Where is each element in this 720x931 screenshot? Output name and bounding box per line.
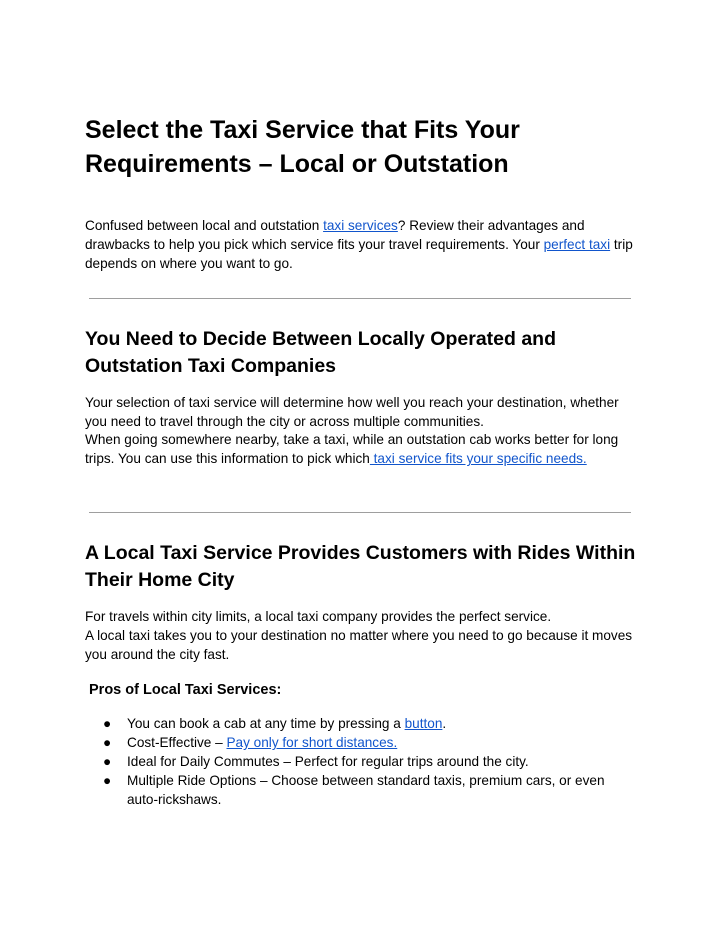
pros-item-text: Multiple Ride Options – Choose between standard taxis, premium cars, or even auto-rickshaws. [127, 773, 605, 807]
intro-text-before: Confused between local and outstation [85, 218, 324, 233]
bullet-icon: ● [103, 735, 112, 750]
page-title: Select the Taxi Service that Fits Your Requirements – Local or Outstation [85, 116, 520, 178]
section2-paragraph-1: For travels within city limits, a local taxi company provides the perfect service. [85, 609, 552, 624]
intro-paragraph [85, 216, 635, 273]
list-item [85, 771, 635, 809]
section2-heading: A Local Taxi Service Provides Customers with Rides Within Their Home City [85, 542, 636, 591]
list-item [85, 752, 635, 771]
taxi-services-link[interactable]: taxi services [323, 218, 398, 233]
section1-p2-text: When going somewhere nearby, take a taxi, while an outstation cab works better for long trips. You can use this information to pick which [85, 432, 619, 466]
pros-item-text: Ideal for Daily Commutes – Perfect for regular trips around the city. [127, 754, 529, 769]
pros-item-after: . [442, 716, 447, 731]
list-item [85, 714, 635, 733]
section1-paragraph-2 [85, 430, 635, 468]
bullet-icon: ● [103, 773, 112, 788]
list-item [85, 733, 635, 752]
pros-item-text: You can book a cab at any time by pressing a [127, 716, 405, 731]
pros-item-text: Cost-Effective – [127, 735, 227, 750]
section-divider-1 [89, 298, 631, 299]
section-divider-2 [89, 512, 631, 513]
bullet-icon: ● [103, 716, 112, 731]
intro-text-after: trip depends on where you want to go. [85, 237, 633, 271]
bullet-icon: ● [103, 754, 112, 769]
section1-paragraph-1: Your selection of taxi service will determine how well you reach your destination, whether you need to travel through the city or across multiple communities. [85, 395, 619, 429]
pros-title: Pros of Local Taxi Services: [89, 682, 282, 698]
section1-heading: You Need to Decide Between Locally Operated and Outstation Taxi Companies [85, 328, 556, 377]
pay-short-distances-link[interactable]: Pay only for short distances. [226, 735, 398, 750]
button-link[interactable]: button [404, 716, 443, 731]
section2-paragraph-2: A local taxi takes you to your destination no matter where you need to go because it moves you around the city fast. [85, 628, 633, 662]
taxi-service-fits-link[interactable]: taxi service fits your specific needs. [369, 451, 587, 466]
intro-text-middle: ? Review their advantages and drawbacks to help you pick which service fits your travel requirements. Your [85, 218, 585, 252]
perfect-taxi-link[interactable]: perfect taxi [543, 237, 611, 252]
pros-list [85, 714, 635, 809]
